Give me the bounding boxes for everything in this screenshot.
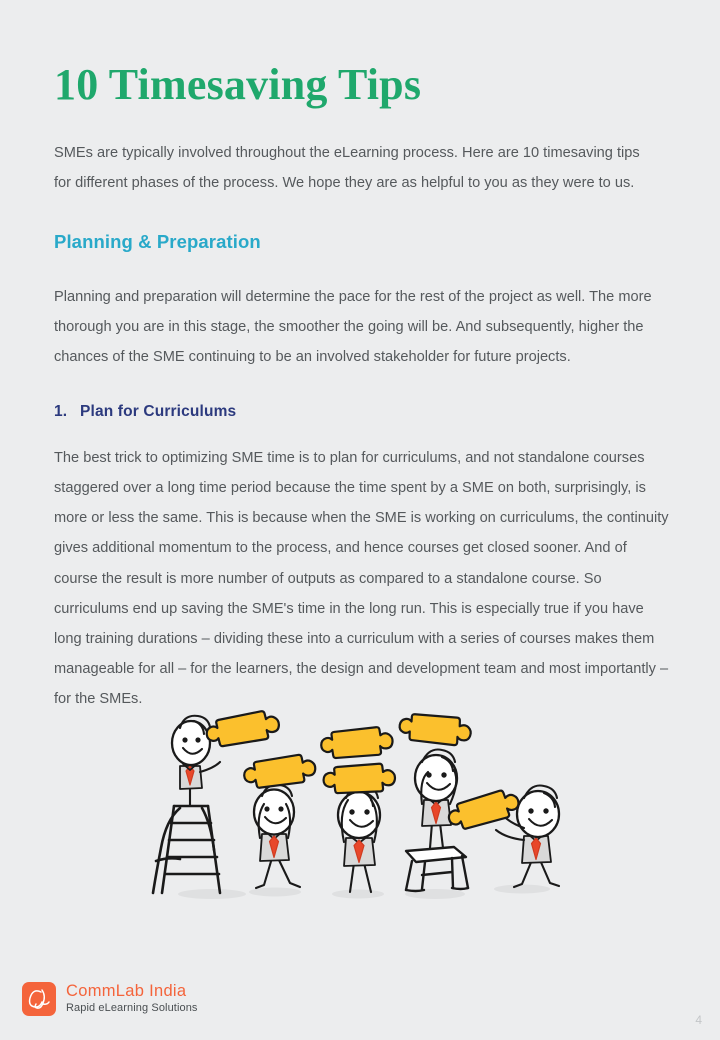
puzzle-piece-2 [243,754,316,789]
company-name: CommLab India [66,982,187,1001]
tip-title: Plan for Curriculums [80,402,237,420]
figure-walking-left [243,754,316,888]
illustration-svg [150,688,590,910]
puzzle-piece-3 [321,727,393,758]
section-heading-planning-preparation: Planning & Preparation [54,231,261,252]
figure-on-stool [398,708,473,891]
intro-paragraph: SMEs are typically involved throughout the eLearning process. Here are 10 timesaving tips for different phases of the process. We hope they are as helpful to you as they were to us. [54,145,640,192]
tip-body-paragraph: The best trick to optimizing SME time is to plan for curriculums, and not standalone courses staggered over a long time period because the time spent by a SME on both, surprisingly, is more or less the same. This is because when the SME is working on curriculums, the continuity gives additional momentum to the process, and hence courses get closed sooner. And of course the result is more number of outputs as compared to a standalone course. So curriculums end up saving the SME's time in the long run. This is especially true if you have long training durations – dividing these into a curriculum with a series of courses makes them manageable for all – for the learners, the design and development team and most importantly – for the SMEs. [54,449,669,708]
page-number: 4 [695,1013,702,1027]
company-tagline: Rapid eLearning Solutions [66,1002,198,1015]
ground-shadows [178,885,550,900]
figure-carrying-piece [446,786,559,888]
figure-center-two-pieces [321,727,395,892]
illustration-stick-figures-puzzle [150,688,590,910]
step-stool [406,847,468,891]
commlab-logo[interactable] [22,982,198,1016]
page-title: 10 Timesaving Tips [54,60,422,109]
tip-heading [54,373,674,421]
cl-monogram-icon [22,982,56,1016]
puzzle-piece-1 [205,710,281,748]
puzzle-piece-4 [323,763,395,794]
commlab-logo-mark-icon [22,982,56,1016]
document-content [54,0,674,715]
tip-number: 1. [54,402,68,420]
page-footer [0,968,720,1040]
section-intro-paragraph: Planning and preparation will determine the pace for the rest of the project as well. The more thorough you are in this stage, the smoother the going will be. And subsequently, higher the chances of the SME continuing to be an involved stakeholder for future projects. [54,289,652,365]
ladder [153,806,220,893]
puzzle-piece-5 [398,708,473,750]
puzzle-piece-6 [446,787,522,831]
commlab-logo-text [66,983,198,1015]
